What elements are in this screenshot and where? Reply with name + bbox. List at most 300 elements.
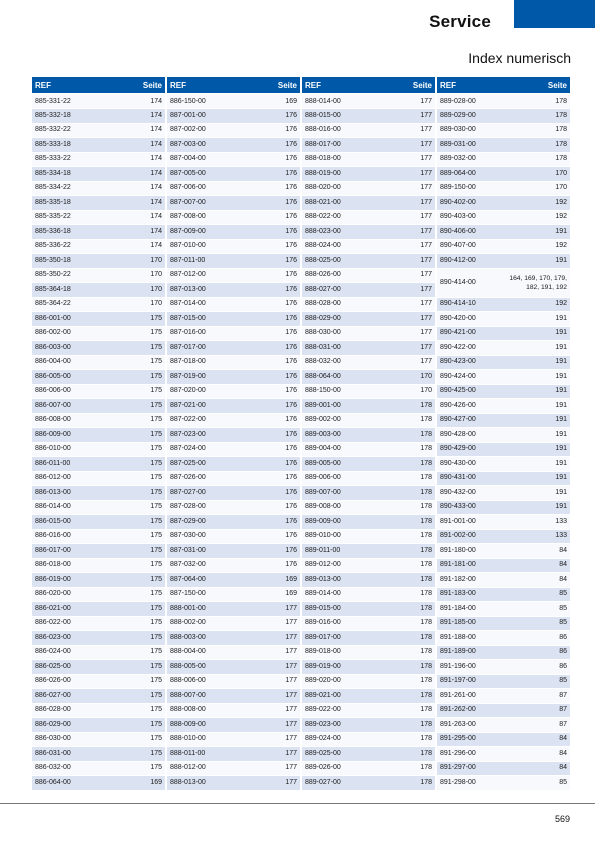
seite-cell: 174 bbox=[98, 181, 165, 196]
seite-cell: 87 bbox=[503, 718, 570, 733]
table-row bbox=[32, 254, 165, 269]
ref-cell: 886-018-00 bbox=[32, 558, 98, 573]
ref-cell: 891-197-00 bbox=[437, 674, 503, 689]
table-row bbox=[437, 181, 570, 196]
table-row bbox=[167, 471, 300, 486]
table-row bbox=[437, 138, 570, 153]
table-row bbox=[167, 239, 300, 254]
table-row bbox=[437, 544, 570, 559]
seite-cell: 177 bbox=[368, 210, 435, 225]
ref-cell: 887-005-00 bbox=[167, 167, 233, 182]
ref-cell: 886-029-00 bbox=[32, 718, 98, 733]
ref-cell: 889-017-00 bbox=[302, 631, 368, 646]
seite-cell: 175 bbox=[98, 384, 165, 399]
table-row bbox=[302, 297, 435, 312]
ref-cell: 890-425-00 bbox=[437, 384, 503, 399]
seite-cell: 176 bbox=[233, 500, 300, 515]
ref-cell: 889-014-00 bbox=[302, 587, 368, 602]
table-row bbox=[437, 413, 570, 428]
seite-cell: 175 bbox=[98, 732, 165, 747]
table-row bbox=[32, 138, 165, 153]
seite-cell: 177 bbox=[368, 123, 435, 138]
ref-cell: 889-015-00 bbox=[302, 602, 368, 617]
table-row bbox=[302, 239, 435, 254]
table-row bbox=[167, 399, 300, 414]
seite-cell: 178 bbox=[368, 587, 435, 602]
table-header-row bbox=[32, 77, 165, 94]
table-row bbox=[167, 355, 300, 370]
table-row bbox=[167, 384, 300, 399]
table-row bbox=[167, 689, 300, 704]
ref-cell: 887-012-00 bbox=[167, 268, 233, 283]
page-title: Service bbox=[429, 12, 491, 31]
table-row bbox=[437, 645, 570, 660]
ref-cell: 886-064-00 bbox=[32, 776, 98, 791]
ref-cell: 890-406-00 bbox=[437, 225, 503, 240]
table-row bbox=[167, 225, 300, 240]
table-row bbox=[32, 529, 165, 544]
ref-cell: 889-010-00 bbox=[302, 529, 368, 544]
ref-cell: 889-150-00 bbox=[437, 181, 503, 196]
ref-cell: 887-025-00 bbox=[167, 457, 233, 472]
seite-cell: 174 bbox=[98, 123, 165, 138]
table-row bbox=[302, 196, 435, 211]
seite-cell: 176 bbox=[233, 399, 300, 414]
seite-cell: 85 bbox=[503, 587, 570, 602]
seite-cell: 87 bbox=[503, 689, 570, 704]
seite-cell: 169 bbox=[233, 587, 300, 602]
ref-cell: 886-026-00 bbox=[32, 674, 98, 689]
seite-cell: 178 bbox=[368, 544, 435, 559]
seite-cell: 177 bbox=[368, 109, 435, 124]
ref-cell: 887-019-00 bbox=[167, 370, 233, 385]
ref-cell: 887-030-00 bbox=[167, 529, 233, 544]
table-row bbox=[32, 573, 165, 588]
table-row bbox=[32, 660, 165, 675]
seite-cell: 191 bbox=[503, 384, 570, 399]
ref-cell: 891-298-00 bbox=[437, 776, 503, 791]
table-row bbox=[167, 167, 300, 182]
table-row bbox=[32, 761, 165, 776]
ref-cell: 889-009-00 bbox=[302, 515, 368, 530]
seite-cell: 170 bbox=[98, 297, 165, 312]
index-table bbox=[167, 77, 300, 791]
seite-cell: 178 bbox=[368, 703, 435, 718]
seite-cell: 169 bbox=[233, 94, 300, 109]
ref-cell: 887-026-00 bbox=[167, 471, 233, 486]
ref-cell: 891-185-00 bbox=[437, 616, 503, 631]
seite-cell: 176 bbox=[233, 181, 300, 196]
ref-cell: 888-004-00 bbox=[167, 645, 233, 660]
ref-cell: 888-003-00 bbox=[167, 631, 233, 646]
ref-cell: 885-334-22 bbox=[32, 181, 98, 196]
table-row bbox=[167, 326, 300, 341]
table-row bbox=[437, 225, 570, 240]
ref-cell: 885-335-22 bbox=[32, 210, 98, 225]
seite-cell: 177 bbox=[368, 167, 435, 182]
table-row bbox=[302, 747, 435, 762]
ref-cell: 890-422-00 bbox=[437, 341, 503, 356]
seite-cell: 176 bbox=[233, 355, 300, 370]
column-header-seite: Seite bbox=[233, 77, 300, 94]
table-row bbox=[32, 123, 165, 138]
ref-cell: 886-027-00 bbox=[32, 689, 98, 704]
ref-cell: 886-015-00 bbox=[32, 515, 98, 530]
seite-cell: 175 bbox=[98, 457, 165, 472]
seite-cell: 176 bbox=[233, 326, 300, 341]
seite-cell: 177 bbox=[368, 196, 435, 211]
seite-cell: 176 bbox=[233, 384, 300, 399]
table-row bbox=[167, 616, 300, 631]
ref-cell: 888-006-00 bbox=[167, 674, 233, 689]
seite-cell: 175 bbox=[98, 573, 165, 588]
ref-cell: 889-005-00 bbox=[302, 457, 368, 472]
table-row bbox=[32, 703, 165, 718]
table-row bbox=[302, 486, 435, 501]
ref-cell: 889-002-00 bbox=[302, 413, 368, 428]
ref-cell: 887-021-00 bbox=[167, 399, 233, 414]
ref-cell: 891-181-00 bbox=[437, 558, 503, 573]
ref-cell: 886-016-00 bbox=[32, 529, 98, 544]
seite-cell: 176 bbox=[233, 341, 300, 356]
ref-cell: 889-028-00 bbox=[437, 94, 503, 109]
ref-cell: 889-024-00 bbox=[302, 732, 368, 747]
ref-cell: 887-032-00 bbox=[167, 558, 233, 573]
table-row bbox=[167, 210, 300, 225]
seite-cell: 176 bbox=[233, 312, 300, 327]
seite-cell: 178 bbox=[368, 515, 435, 530]
table-row bbox=[302, 761, 435, 776]
seite-cell: 85 bbox=[503, 602, 570, 617]
seite-cell: 175 bbox=[98, 544, 165, 559]
ref-cell: 890-428-00 bbox=[437, 428, 503, 443]
ref-cell: 889-019-00 bbox=[302, 660, 368, 675]
table-row bbox=[302, 442, 435, 457]
table-row bbox=[302, 399, 435, 414]
seite-cell: 164, 169, 170, 179, 182, 191, 192 bbox=[503, 268, 570, 297]
seite-cell: 176 bbox=[233, 558, 300, 573]
ref-cell: 888-031-00 bbox=[302, 341, 368, 356]
table-row bbox=[437, 689, 570, 704]
ref-cell: 890-403-00 bbox=[437, 210, 503, 225]
ref-cell: 890-427-00 bbox=[437, 413, 503, 428]
seite-cell: 175 bbox=[98, 761, 165, 776]
ref-cell: 886-031-00 bbox=[32, 747, 98, 762]
ref-cell: 886-001-00 bbox=[32, 312, 98, 327]
ref-cell: 888-008-00 bbox=[167, 703, 233, 718]
seite-cell: 169 bbox=[233, 573, 300, 588]
seite-cell: 177 bbox=[368, 312, 435, 327]
seite-cell: 175 bbox=[98, 587, 165, 602]
table-row bbox=[32, 239, 165, 254]
table-row bbox=[167, 732, 300, 747]
ref-cell: 885-336-22 bbox=[32, 239, 98, 254]
ref-cell: 886-011-00 bbox=[32, 457, 98, 472]
ref-cell: 887-024-00 bbox=[167, 442, 233, 457]
seite-cell: 178 bbox=[368, 674, 435, 689]
table-row bbox=[32, 312, 165, 327]
table-row bbox=[32, 587, 165, 602]
table-row bbox=[302, 312, 435, 327]
ref-cell: 888-150-00 bbox=[302, 384, 368, 399]
table-row bbox=[167, 123, 300, 138]
table-row bbox=[167, 558, 300, 573]
table-row bbox=[32, 370, 165, 385]
ref-cell: 887-031-00 bbox=[167, 544, 233, 559]
ref-cell: 890-407-00 bbox=[437, 239, 503, 254]
table-row bbox=[437, 123, 570, 138]
table-row bbox=[437, 587, 570, 602]
seite-cell: 191 bbox=[503, 500, 570, 515]
seite-cell: 176 bbox=[233, 123, 300, 138]
seite-cell: 192 bbox=[503, 210, 570, 225]
table-row bbox=[437, 268, 570, 297]
ref-cell: 886-023-00 bbox=[32, 631, 98, 646]
table-row bbox=[302, 384, 435, 399]
ref-cell: 887-014-00 bbox=[167, 297, 233, 312]
table-row bbox=[167, 254, 300, 269]
ref-cell: 891-296-00 bbox=[437, 747, 503, 762]
table-row bbox=[437, 428, 570, 443]
seite-cell: 176 bbox=[233, 529, 300, 544]
ref-cell: 891-002-00 bbox=[437, 529, 503, 544]
seite-cell: 176 bbox=[233, 167, 300, 182]
table-row bbox=[437, 326, 570, 341]
table-row bbox=[302, 544, 435, 559]
ref-cell: 888-016-00 bbox=[302, 123, 368, 138]
table-row bbox=[437, 500, 570, 515]
seite-cell: 175 bbox=[98, 631, 165, 646]
ref-cell: 888-005-00 bbox=[167, 660, 233, 675]
table-row bbox=[32, 268, 165, 283]
ref-cell: 886-004-00 bbox=[32, 355, 98, 370]
table-row bbox=[302, 210, 435, 225]
ref-cell: 886-006-00 bbox=[32, 384, 98, 399]
table-row bbox=[302, 471, 435, 486]
seite-cell: 170 bbox=[98, 254, 165, 269]
seite-cell: 178 bbox=[368, 529, 435, 544]
table-row bbox=[302, 326, 435, 341]
seite-cell: 84 bbox=[503, 761, 570, 776]
table-row bbox=[167, 544, 300, 559]
table-row bbox=[167, 776, 300, 791]
ref-cell: 887-001-00 bbox=[167, 109, 233, 124]
ref-cell: 888-001-00 bbox=[167, 602, 233, 617]
table-row bbox=[302, 413, 435, 428]
ref-cell: 886-150-00 bbox=[167, 94, 233, 109]
table-row bbox=[32, 442, 165, 457]
ref-cell: 885-350-22 bbox=[32, 268, 98, 283]
table-row bbox=[302, 602, 435, 617]
seite-cell: 174 bbox=[98, 109, 165, 124]
ref-cell: 885-332-22 bbox=[32, 123, 98, 138]
seite-cell: 178 bbox=[368, 486, 435, 501]
seite-cell: 191 bbox=[503, 428, 570, 443]
seite-cell: 177 bbox=[368, 138, 435, 153]
table-row bbox=[32, 747, 165, 762]
table-row bbox=[167, 283, 300, 298]
seite-cell: 170 bbox=[98, 268, 165, 283]
table-row bbox=[167, 718, 300, 733]
seite-cell: 177 bbox=[233, 732, 300, 747]
table-row bbox=[167, 312, 300, 327]
ref-cell: 887-017-00 bbox=[167, 341, 233, 356]
table-row bbox=[32, 167, 165, 182]
table-row bbox=[167, 645, 300, 660]
table-row bbox=[167, 602, 300, 617]
seite-cell: 175 bbox=[98, 500, 165, 515]
seite-cell: 178 bbox=[368, 616, 435, 631]
column-header-ref: REF bbox=[167, 77, 233, 94]
seite-cell: 178 bbox=[368, 471, 435, 486]
table-row bbox=[167, 196, 300, 211]
table-row bbox=[302, 283, 435, 298]
table-row bbox=[302, 573, 435, 588]
table-row bbox=[302, 428, 435, 443]
seite-cell: 176 bbox=[233, 254, 300, 269]
table-row bbox=[167, 94, 300, 109]
ref-cell: 886-003-00 bbox=[32, 341, 98, 356]
table-row bbox=[437, 761, 570, 776]
seite-cell: 177 bbox=[233, 776, 300, 791]
seite-cell: 85 bbox=[503, 674, 570, 689]
seite-cell: 191 bbox=[503, 341, 570, 356]
seite-cell: 177 bbox=[233, 761, 300, 776]
ref-cell: 886-025-00 bbox=[32, 660, 98, 675]
seite-cell: 178 bbox=[368, 660, 435, 675]
table-row bbox=[32, 515, 165, 530]
table-row bbox=[302, 718, 435, 733]
ref-cell: 887-028-00 bbox=[167, 500, 233, 515]
ref-cell: 888-011-00 bbox=[167, 747, 233, 762]
ref-cell: 886-010-00 bbox=[32, 442, 98, 457]
ref-cell: 887-008-00 bbox=[167, 210, 233, 225]
seite-cell: 175 bbox=[98, 616, 165, 631]
table-row bbox=[437, 747, 570, 762]
ref-cell: 887-023-00 bbox=[167, 428, 233, 443]
ref-cell: 889-003-00 bbox=[302, 428, 368, 443]
seite-cell: 175 bbox=[98, 718, 165, 733]
table-row bbox=[302, 152, 435, 167]
ref-cell: 887-007-00 bbox=[167, 196, 233, 211]
seite-cell: 84 bbox=[503, 747, 570, 762]
table-row bbox=[32, 602, 165, 617]
ref-cell: 888-002-00 bbox=[167, 616, 233, 631]
seite-cell: 176 bbox=[233, 138, 300, 153]
seite-cell: 174 bbox=[98, 94, 165, 109]
table-row bbox=[437, 196, 570, 211]
seite-cell: 177 bbox=[368, 239, 435, 254]
seite-cell: 191 bbox=[503, 312, 570, 327]
ref-cell: 888-023-00 bbox=[302, 225, 368, 240]
ref-cell: 889-007-00 bbox=[302, 486, 368, 501]
table-row bbox=[32, 776, 165, 791]
table-row bbox=[167, 341, 300, 356]
page-subtitle: Index numerisch bbox=[468, 50, 571, 66]
ref-cell: 890-421-00 bbox=[437, 326, 503, 341]
table-row bbox=[437, 602, 570, 617]
seite-cell: 177 bbox=[233, 616, 300, 631]
ref-cell: 888-026-00 bbox=[302, 268, 368, 283]
seite-cell: 178 bbox=[368, 573, 435, 588]
seite-cell: 170 bbox=[503, 181, 570, 196]
table-row bbox=[167, 486, 300, 501]
seite-cell: 191 bbox=[503, 486, 570, 501]
ref-cell: 891-295-00 bbox=[437, 732, 503, 747]
table-row bbox=[167, 457, 300, 472]
table-row bbox=[167, 515, 300, 530]
seite-cell: 177 bbox=[233, 602, 300, 617]
ref-cell: 888-029-00 bbox=[302, 312, 368, 327]
seite-cell: 178 bbox=[368, 399, 435, 414]
table-row bbox=[32, 399, 165, 414]
seite-cell: 191 bbox=[503, 254, 570, 269]
table-row bbox=[167, 109, 300, 124]
table-row bbox=[437, 94, 570, 109]
table-row bbox=[32, 732, 165, 747]
ref-cell: 889-026-00 bbox=[302, 761, 368, 776]
table-row bbox=[302, 732, 435, 747]
ref-cell: 890-431-00 bbox=[437, 471, 503, 486]
table-row bbox=[302, 515, 435, 530]
ref-cell: 885-336-18 bbox=[32, 225, 98, 240]
seite-cell: 175 bbox=[98, 486, 165, 501]
table-row bbox=[437, 660, 570, 675]
seite-cell: 176 bbox=[233, 239, 300, 254]
seite-cell: 176 bbox=[233, 515, 300, 530]
ref-cell: 888-018-00 bbox=[302, 152, 368, 167]
seite-cell: 174 bbox=[98, 138, 165, 153]
table-row bbox=[302, 181, 435, 196]
ref-cell: 885-331-22 bbox=[32, 94, 98, 109]
ref-cell: 887-018-00 bbox=[167, 355, 233, 370]
column-header-seite: Seite bbox=[503, 77, 570, 94]
ref-cell: 886-019-00 bbox=[32, 573, 98, 588]
ref-cell: 888-022-00 bbox=[302, 210, 368, 225]
ref-cell: 891-183-00 bbox=[437, 587, 503, 602]
ref-cell: 890-414-10 bbox=[437, 297, 503, 312]
ref-cell: 890-426-00 bbox=[437, 399, 503, 414]
table-header-row bbox=[437, 77, 570, 94]
table-row bbox=[167, 500, 300, 515]
table-row bbox=[437, 442, 570, 457]
ref-cell: 886-032-00 bbox=[32, 761, 98, 776]
ref-cell: 889-022-00 bbox=[302, 703, 368, 718]
seite-cell: 175 bbox=[98, 428, 165, 443]
seite-cell: 177 bbox=[368, 225, 435, 240]
seite-cell: 177 bbox=[368, 254, 435, 269]
column-header-seite: Seite bbox=[98, 77, 165, 94]
table-row bbox=[302, 631, 435, 646]
table-row bbox=[167, 413, 300, 428]
seite-cell: 133 bbox=[503, 529, 570, 544]
table-row bbox=[167, 138, 300, 153]
table-row bbox=[437, 529, 570, 544]
ref-cell: 890-430-00 bbox=[437, 457, 503, 472]
ref-cell: 891-297-00 bbox=[437, 761, 503, 776]
table-row bbox=[167, 747, 300, 762]
table-header-row bbox=[167, 77, 300, 94]
table-row bbox=[32, 558, 165, 573]
seite-cell: 170 bbox=[368, 370, 435, 385]
ref-cell: 888-020-00 bbox=[302, 181, 368, 196]
seite-cell: 174 bbox=[98, 167, 165, 182]
ref-cell: 889-001-00 bbox=[302, 399, 368, 414]
seite-cell: 176 bbox=[233, 225, 300, 240]
ref-cell: 891-189-00 bbox=[437, 645, 503, 660]
table-row bbox=[167, 529, 300, 544]
ref-cell: 888-027-00 bbox=[302, 283, 368, 298]
